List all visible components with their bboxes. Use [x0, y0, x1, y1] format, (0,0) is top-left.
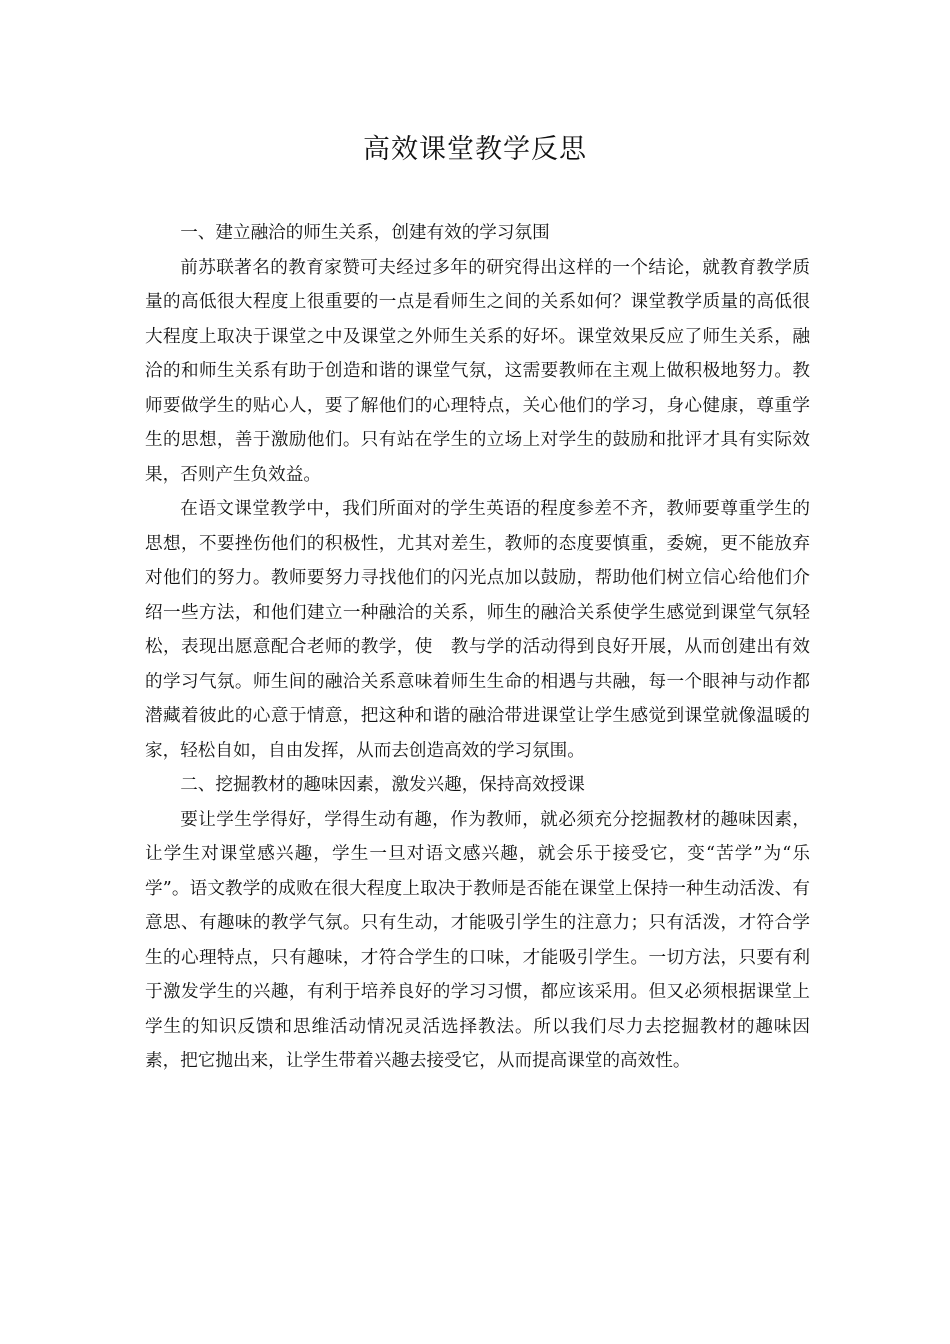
paragraph-1: 前苏联著名的教育家赞可夫经过多年的研究得出这样的一个结论，就教育教学质量的高低很大程度上很重要的一点是看师生之间的关系如何？课堂教学质量的高低很大程度上取决于课堂之中及课堂之外师生关系的好坏。课堂效果反应了师生关系，融洽的和师生关系有助于创造和谐的课堂气氛，这需要教师在主观上做积极地努力。教师要做学生的贴心人，要了解他们的心理特点，关心他们的学习，身心健康，尊重学生的思想，善于激励他们。只有站在学生的立场上对学生的鼓励和批评才具有实际效果，否则产生负效益。 [145, 257, 810, 485]
document-body [145, 216, 810, 1079]
paragraph-3: 要让学生学得好，学得生动有趣，作为教师，就必须充分挖掘教材的趣味因素，让学生对课堂感兴趣，学生一旦对语文感兴趣，就会乐于接受它，变“苦学”为“乐学”。语文教学的成败在很大程度上取决于教师是否能在课堂上保持一种生动活泼、有意思、有趣味的教学气氛。只有生动，才能吸引学生的注意力；只有活泼，才符合学生的心理特点，只有趣味，才符合学生的口味，才能吸引学生。一切方法，只要有利于激发学生的兴趣，有利于培养良好的学习习惯，都应该采用。但又必须根据课堂上学生的知识反馈和思维活动情况灵活选择教法。所以我们尽力去挖掘教材的趣味因素，把它抛出来，让学生带着兴趣去接受它，从而提高课堂的高效性。 [145, 809, 810, 1071]
document-title: 高效课堂教学反思 [363, 134, 587, 165]
paragraph-2: 在语文课堂教学中，我们所面对的学生英语的程度参差不齐，教师要尊重学生的思想，不要挫伤他们的积极性，尤其对差生，教师的态度要慎重，委婉，更不能放弃对他们的努力。教师要努力寻找他们的闪光点加以鼓励，帮助他们树立信心给他们介绍一些方法，和他们建立一种融洽的关系，师生的融洽关系使学生感觉到课堂气氛轻松，表现出愿意配合老师的教学，使 教与学的活动得到良好开展，从而创建出有效的学习气氛。师生间的融洽关系意味着师生生命的相遇与共融，每一个眼神与动作都潜藏着彼此的心意于情意，把这种和谐的融洽带进课堂让学生感觉到课堂就像温暖的家，轻松自如，自由发挥，从而去创造高效的学习氛围。 [145, 499, 810, 761]
section-heading-1: 一、建立融洽的师生关系，创建有效的学习氛围 [180, 223, 550, 243]
section-heading-2: 二、挖掘教材的趣味因素，激发兴趣，保持高效授课 [180, 775, 585, 795]
